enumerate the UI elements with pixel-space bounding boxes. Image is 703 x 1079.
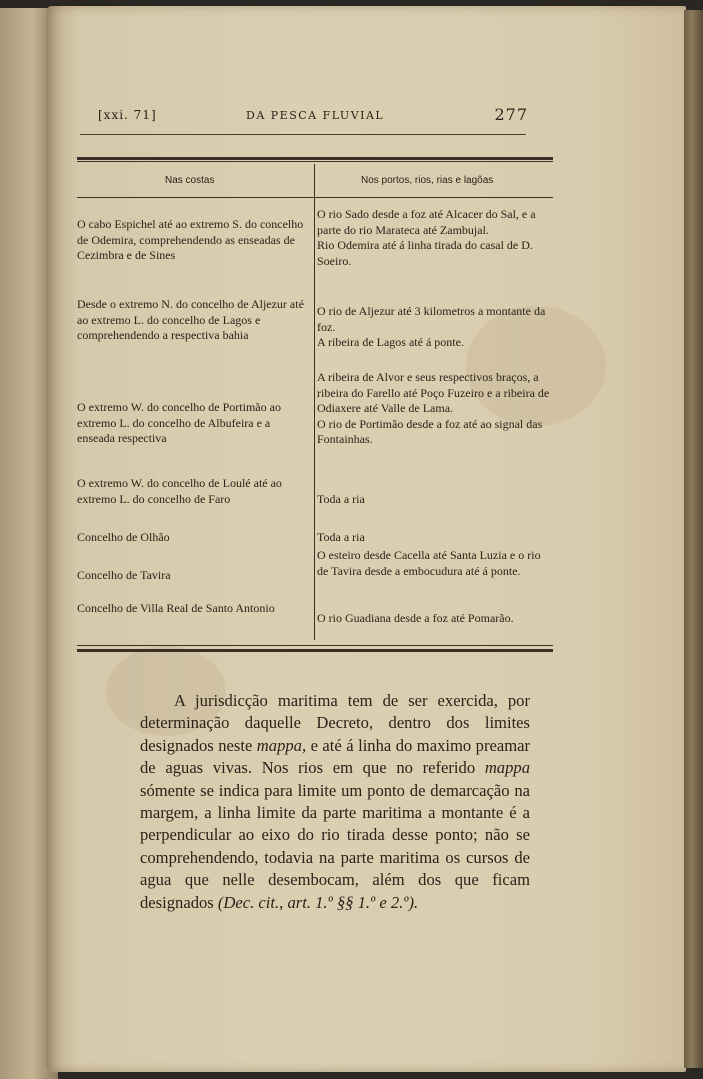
column-header-coasts: Nas costas bbox=[165, 175, 215, 186]
italic-mappa: mappa, bbox=[256, 735, 307, 755]
table-cell-coast: Desde o extremo N. do concelho de Aljezur até ao extremo L. do concelho de Lagos e comprehendendo a respectiva bahia bbox=[77, 297, 304, 342]
table-cell-coast: O cabo Espichel até ao extremo S. do concelho de Odemira, comprehendendo as enseadas de Cezimbra e de Sines bbox=[77, 217, 304, 262]
page-stack-edge bbox=[684, 10, 703, 1068]
table-cell-ports bbox=[317, 492, 553, 508]
port-entry: O rio Sado desde a foz até Alcacer do Sal, e a parte do rio Marateca até Zambujal. bbox=[317, 207, 536, 237]
header-rule bbox=[80, 134, 526, 135]
paragraph-start: A jurisdicção maritima tem de ser exercida, por determinação daquelle Decreto, dentro dos limites designados neste bbox=[140, 691, 530, 755]
table-cell-ports bbox=[317, 207, 553, 269]
port-entry: O rio Guadiana desde a foz até Pomarão. bbox=[317, 611, 514, 625]
table-bottom-rule bbox=[77, 649, 553, 652]
jurisdiction-table bbox=[77, 157, 553, 653]
table-header-rule bbox=[77, 197, 553, 198]
paragraph-end: sómente se indica para limite um ponto de demarcação na margem, a linha limite da parte maritima a montante é a perpendicular ao eixo do rio tirada desse ponto; não se comprehendendo, todavia na parte maritima os cursos de agua que nelle desembocam, além dos que ficam designados bbox=[140, 780, 530, 912]
port-entry: A ribeira de Lagos até á ponte. bbox=[317, 335, 464, 349]
column-divider bbox=[314, 164, 315, 640]
table-top-rule-thin bbox=[77, 161, 553, 162]
port-entry: O rio de Portimão desde a foz até ao signal das Fontainhas. bbox=[317, 416, 543, 446]
port-entry: O esteiro desde Cacella até Santa Luzia e o rio de Tavira desde a embocudura até á ponte. bbox=[317, 548, 541, 578]
paragraph-middle: e até á linha do maximo preamar de aguas vivas. Nos rios em que no referido bbox=[140, 735, 531, 778]
port-entry: A ribeira de Alvor e seus respectivos braços, a ribeira do Farello até Poço Fuzeiro e a ribeira de Odiaxere até Valle de Lama. bbox=[317, 370, 550, 415]
table-cell-ports bbox=[317, 370, 553, 448]
table-bottom-rule-thin bbox=[77, 645, 553, 646]
running-title: DA PESCA FLUVIAL bbox=[246, 109, 385, 122]
port-entry: Toda a ria bbox=[317, 530, 365, 544]
table-cell-ports bbox=[317, 548, 553, 579]
table-cell-coast: Concelho de Olhão bbox=[77, 530, 170, 544]
table-cell-coast: Concelho de Tavira bbox=[77, 568, 171, 582]
port-entry: Toda a ria bbox=[317, 492, 365, 506]
column-header-ports: Nos portos, rios, rias e lagôas bbox=[361, 175, 494, 186]
table-cell-ports bbox=[317, 611, 553, 627]
table-cell-ports bbox=[317, 304, 553, 351]
legal-citation: (Dec. cit., art. 1.º §§ 1.º e 2.º). bbox=[217, 892, 419, 912]
table-top-rule bbox=[77, 157, 553, 160]
body-paragraph bbox=[140, 690, 530, 914]
table-cell-coast: O extremo W. do concelho de Loulé até ao extremo L. do concelho de Faro bbox=[77, 476, 282, 506]
table-cell-coast: O extremo W. do concelho de Portimão ao extremo L. do concelho de Albufeira e a enseada respectiva bbox=[77, 400, 281, 445]
running-header bbox=[98, 105, 528, 127]
chapter-reference: [xxi. 71] bbox=[98, 108, 157, 122]
table-cell-ports bbox=[317, 530, 553, 546]
table-cell-coast: Concelho de Villa Real de Santo Antonio bbox=[77, 601, 275, 615]
page-number: 277 bbox=[494, 105, 528, 124]
italic-mappa: mappa bbox=[484, 758, 530, 778]
port-entry: Rio Odemira até á linha tirada do casal de D. Soeiro. bbox=[317, 238, 533, 268]
port-entry: O rio de Aljezur até 3 kilometros a montante da foz. bbox=[317, 304, 546, 334]
paragraph-text bbox=[140, 690, 530, 914]
